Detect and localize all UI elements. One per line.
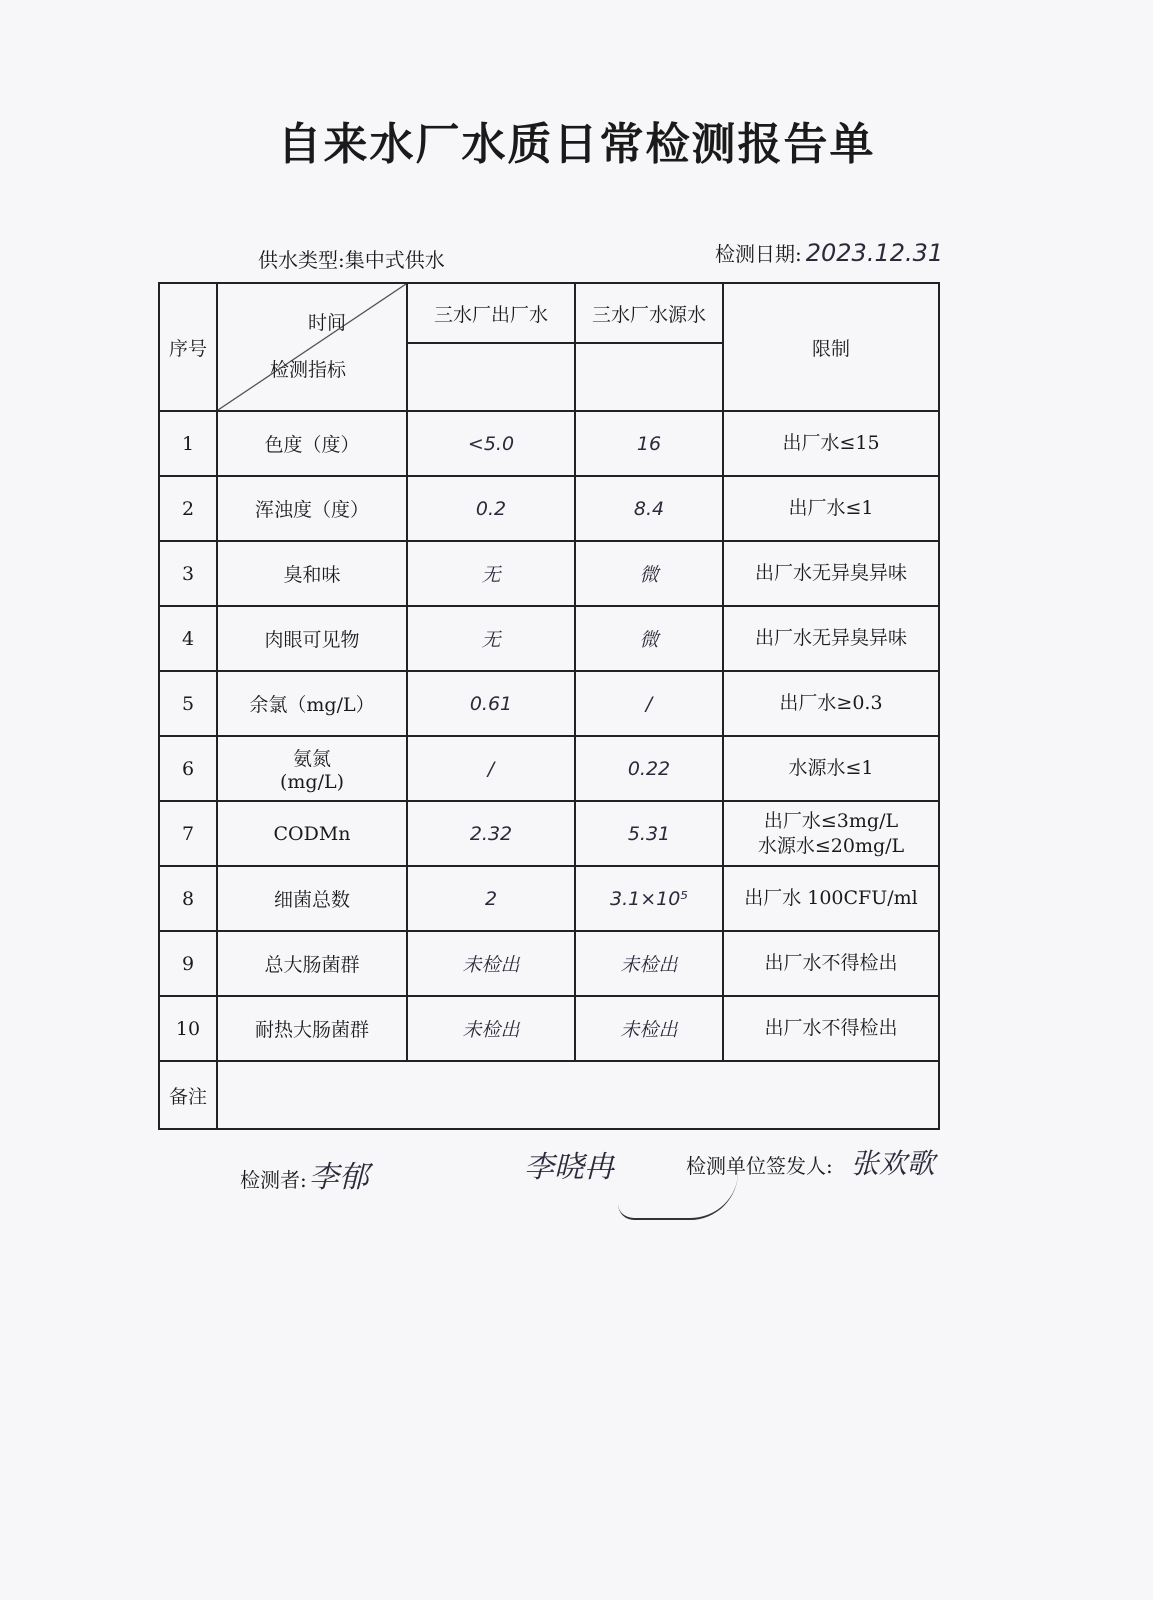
source-value-cell: 微 — [575, 541, 723, 606]
source-value-cell: 0.22 — [575, 736, 723, 801]
source-value-cell: 5.31 — [575, 801, 723, 866]
outlet-value-cell: 2.32 — [407, 801, 575, 866]
issuer-name: 张欢歌 — [850, 1147, 935, 1180]
note-value — [217, 1061, 939, 1129]
seq-cell: 6 — [159, 736, 217, 801]
note-row — [159, 1061, 939, 1129]
outlet-value-cell: / — [407, 736, 575, 801]
limit-cell: 出厂水不得检出 — [723, 996, 939, 1061]
supply-type — [258, 244, 445, 273]
seq-cell: 5 — [159, 671, 217, 736]
supply-type-value: 集中式供水 — [344, 248, 445, 272]
indicator-cell: 细菌总数 — [217, 866, 407, 931]
limit-cell: 出厂水≥0.3 — [723, 671, 939, 736]
header-row — [159, 283, 939, 343]
seq-header: 序号 — [159, 283, 217, 411]
limit-cell: 水源水≤1 — [723, 736, 939, 801]
table-row — [159, 996, 939, 1061]
source-value-cell: 16 — [575, 411, 723, 476]
limit-cell: 出厂水≤1 — [723, 476, 939, 541]
outlet-value-cell: 0.2 — [407, 476, 575, 541]
outlet-water-header: 三水厂出厂水 — [407, 283, 575, 343]
outlet-value-cell: 未检出 — [407, 996, 575, 1061]
indicator-cell: 氨氮 (mg/L) — [217, 736, 407, 801]
table-row — [159, 541, 939, 606]
table-row — [159, 606, 939, 671]
second-tester-signature: 李晓冉 — [524, 1150, 614, 1185]
indicator-cell: 臭和味 — [217, 541, 407, 606]
source-value-cell: 3.1×10⁵ — [575, 866, 723, 931]
indicator-cell: 色度（度） — [217, 411, 407, 476]
indicator-cell: 耐热大肠菌群 — [217, 996, 407, 1061]
limit-cell: 出厂水 100CFU/ml — [723, 866, 939, 931]
test-date-value: 2023.12.31 — [805, 239, 944, 267]
outlet-value-cell: 未检出 — [407, 931, 575, 996]
table-row — [159, 931, 939, 996]
seq-cell: 7 — [159, 801, 217, 866]
indicator-cell: 浑浊度（度） — [217, 476, 407, 541]
table-row — [159, 671, 939, 736]
limit-header: 限制 — [723, 283, 939, 411]
issuer-signature — [686, 1142, 935, 1182]
indicator-cell: CODMn — [217, 801, 407, 866]
source-value-cell: 8.4 — [575, 476, 723, 541]
table-row — [159, 411, 939, 476]
limit-cell: 出厂水无异臭异味 — [723, 541, 939, 606]
indicator-cell: 余氯（mg/L） — [217, 671, 407, 736]
diagonal-header-cell — [217, 283, 407, 411]
source-water-header: 三水厂水源水 — [575, 283, 723, 343]
test-date — [715, 238, 943, 267]
table-row — [159, 736, 939, 801]
seq-cell: 2 — [159, 476, 217, 541]
outlet-value-cell: 0.61 — [407, 671, 575, 736]
supply-type-label: 供水类型: — [258, 248, 345, 272]
table-row — [159, 866, 939, 931]
table-row — [159, 801, 939, 866]
table-row — [159, 476, 939, 541]
note-label: 备注 — [159, 1061, 217, 1129]
issuer-label: 检测单位签发人: — [686, 1154, 833, 1178]
seq-cell: 10 — [159, 996, 217, 1061]
report-table — [158, 282, 940, 1130]
source-value-cell: 未检出 — [575, 996, 723, 1061]
seq-cell: 3 — [159, 541, 217, 606]
source-value-cell: / — [575, 671, 723, 736]
outlet-value-cell: 无 — [407, 606, 575, 671]
report-title: 自来水厂水质日常检测报告单 — [277, 119, 876, 170]
outlet-value-cell: 2 — [407, 866, 575, 931]
limit-cell: 出厂水≤15 — [723, 411, 939, 476]
seq-cell: 1 — [159, 411, 217, 476]
outlet-value-cell: 无 — [407, 541, 575, 606]
indicator-cell: 总大肠菌群 — [217, 931, 407, 996]
outlet-value-cell: <5.0 — [407, 411, 575, 476]
tester-signature — [240, 1152, 369, 1196]
test-date-label: 检测日期: — [715, 242, 802, 266]
indicator-header: 检测指标 — [270, 359, 347, 381]
tester-name: 李郁 — [308, 1160, 369, 1195]
seq-cell: 9 — [159, 931, 217, 996]
limit-cell: 出厂水≤3mg/L 水源水≤20mg/L — [723, 801, 939, 866]
indicator-cell: 肉眼可见物 — [217, 606, 407, 671]
tester-label: 检测者: — [240, 1168, 307, 1192]
seq-cell: 8 — [159, 866, 217, 931]
source-value-cell: 微 — [575, 606, 723, 671]
limit-cell: 出厂水无异臭异味 — [723, 606, 939, 671]
limit-cell: 出厂水不得检出 — [723, 931, 939, 996]
source-water-subheader — [575, 343, 723, 411]
outlet-water-subheader — [407, 343, 575, 411]
source-value-cell: 未检出 — [575, 931, 723, 996]
time-header: 时间 — [307, 312, 346, 334]
seq-cell: 4 — [159, 606, 217, 671]
